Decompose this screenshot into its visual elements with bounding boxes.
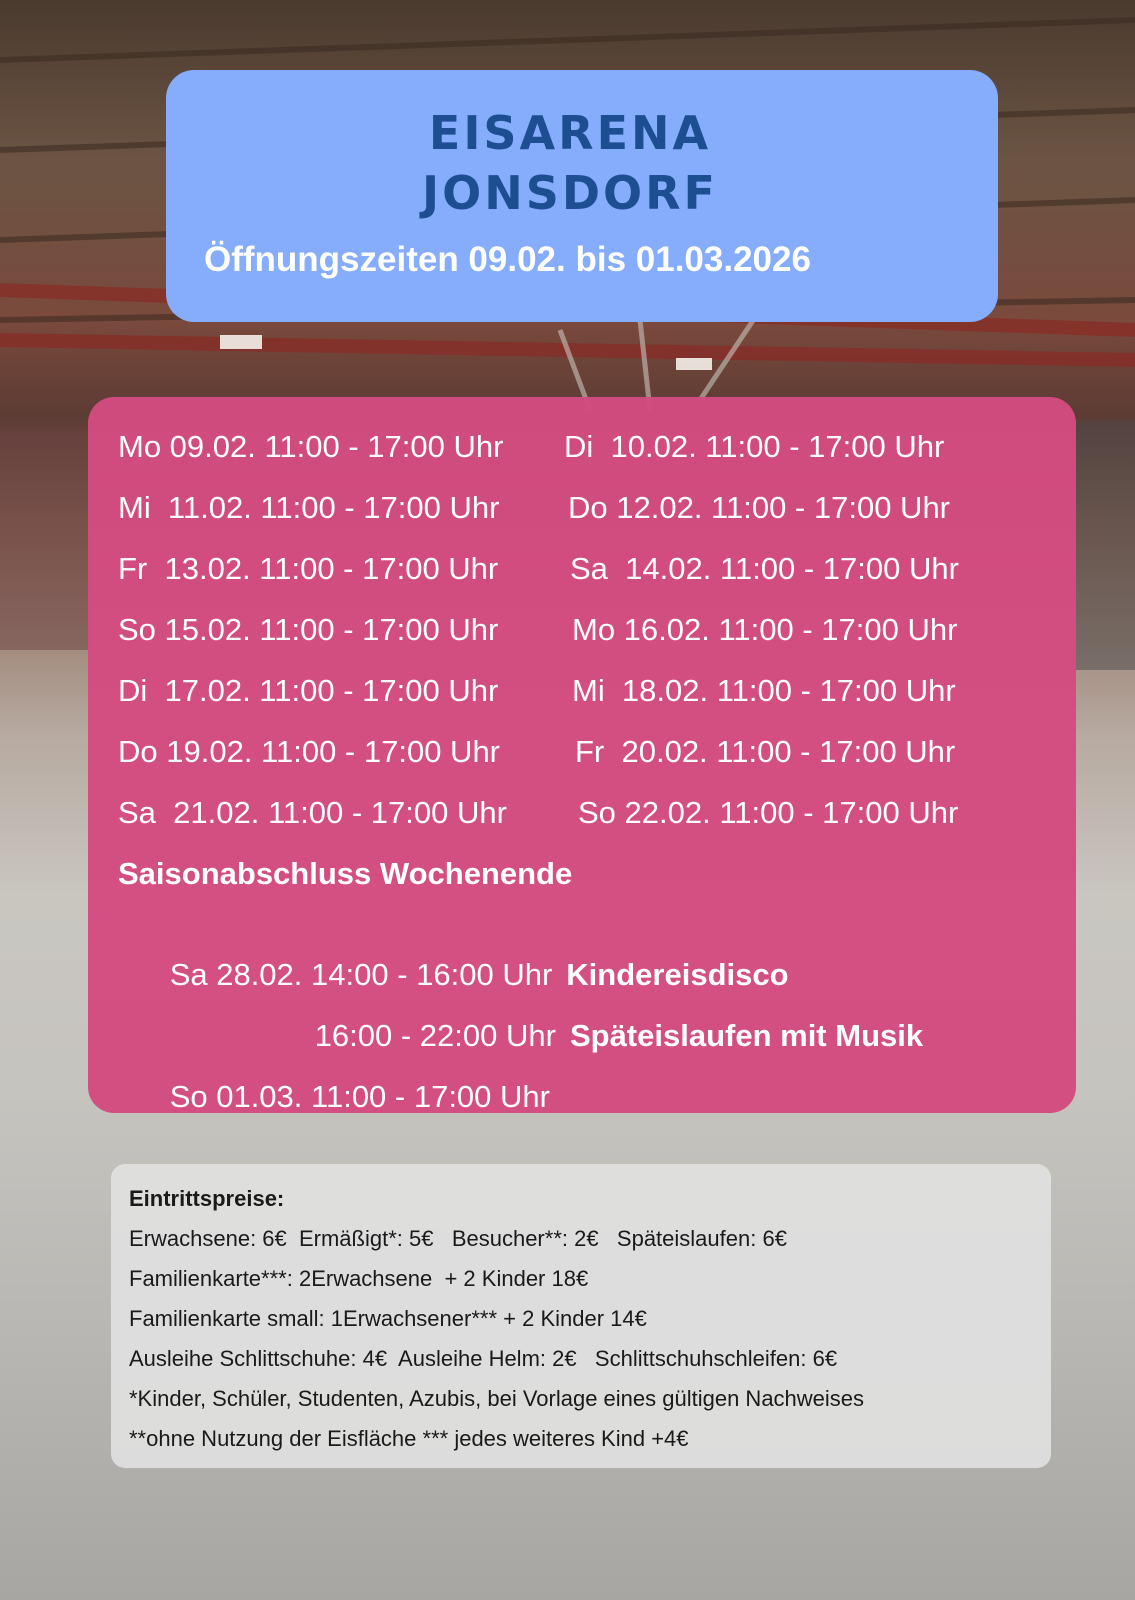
price-line: Familienkarte small: 1Erwachsener*** + 2 Kinder 14€ — [129, 1306, 647, 1331]
price-line: Familienkarte***: 2Erwachsene + 2 Kinder 18€ — [129, 1266, 589, 1291]
schedule-entry: Mi 11.02. 11:00 - 17:00 Uhr — [118, 490, 500, 525]
closing-entry — [118, 1037, 550, 1157]
schedule-entry: Sa 14.02. 11:00 - 17:00 Uhr — [570, 551, 959, 586]
price-footnote: **ohne Nutzung der Eisfläche *** jedes weiteres Kind +4€ — [129, 1426, 689, 1451]
price-line: Ausleihe Schlittschuhe: 4€ Ausleihe Helm: 2€ Schlittschuhschleifen: 6€ — [129, 1346, 838, 1371]
schedule-entry: Do 19.02. 11:00 - 17:00 Uhr — [118, 734, 501, 769]
brand-name-line2: JONSDORF — [422, 166, 718, 220]
closing-entry-event: Kindereisdisco — [566, 957, 789, 992]
schedule-entry: Mi 18.02. 11:00 - 17:00 Uhr — [572, 673, 956, 708]
closing-weekend-heading: Saisonabschluss Wochenende — [118, 856, 573, 891]
price-footnote: *Kinder, Schüler, Studenten, Azubis, bei Vorlage eines gültigen Nachweises — [129, 1386, 865, 1411]
schedule-entry: Fr 13.02. 11:00 - 17:00 Uhr — [118, 551, 499, 586]
schedule-entry: Sa 21.02. 11:00 - 17:00 Uhr — [118, 795, 507, 830]
schedule-entry: Do 12.02. 11:00 - 17:00 Uhr — [568, 490, 951, 525]
header-card — [166, 70, 998, 322]
schedule-entry: Mo 16.02. 11:00 - 17:00 Uhr — [572, 612, 958, 647]
schedule-card — [88, 397, 1076, 1113]
prices-title: Eintrittspreise: — [129, 1186, 285, 1211]
closing-entry-time: Sa 28.02. 14:00 - 16:00 Uhr — [169, 957, 553, 992]
brand-name-line1: EISARENA — [428, 106, 712, 160]
closing-entry-event: Späteislaufen mit Musik — [569, 1018, 924, 1053]
schedule-entry: So 22.02. 11:00 - 17:00 Uhr — [578, 795, 959, 830]
schedule-entry: Di 17.02. 11:00 - 17:00 Uhr — [118, 673, 499, 708]
schedule-entry: So 15.02. 11:00 - 17:00 Uhr — [118, 612, 499, 647]
schedule-entry: Mo 09.02. 11:00 - 17:00 Uhr — [118, 429, 504, 464]
prices-card — [111, 1164, 1051, 1468]
schedule-entry: Di 10.02. 11:00 - 17:00 Uhr — [564, 429, 945, 464]
price-line: Erwachsene: 6€ Ermäßigt*: 5€ Besucher**: 2€ Späteislaufen: 6€ — [129, 1226, 787, 1251]
schedule-entry: Fr 20.02. 11:00 - 17:00 Uhr — [575, 734, 956, 769]
closing-entry-time: 16:00 - 22:00 Uhr — [314, 1018, 556, 1053]
closing-entry-time: So 01.03. 11:00 - 17:00 Uhr — [169, 1079, 550, 1114]
opening-hours-title: Öffnungszeiten 09.02. bis 01.03.2026 — [204, 240, 811, 279]
